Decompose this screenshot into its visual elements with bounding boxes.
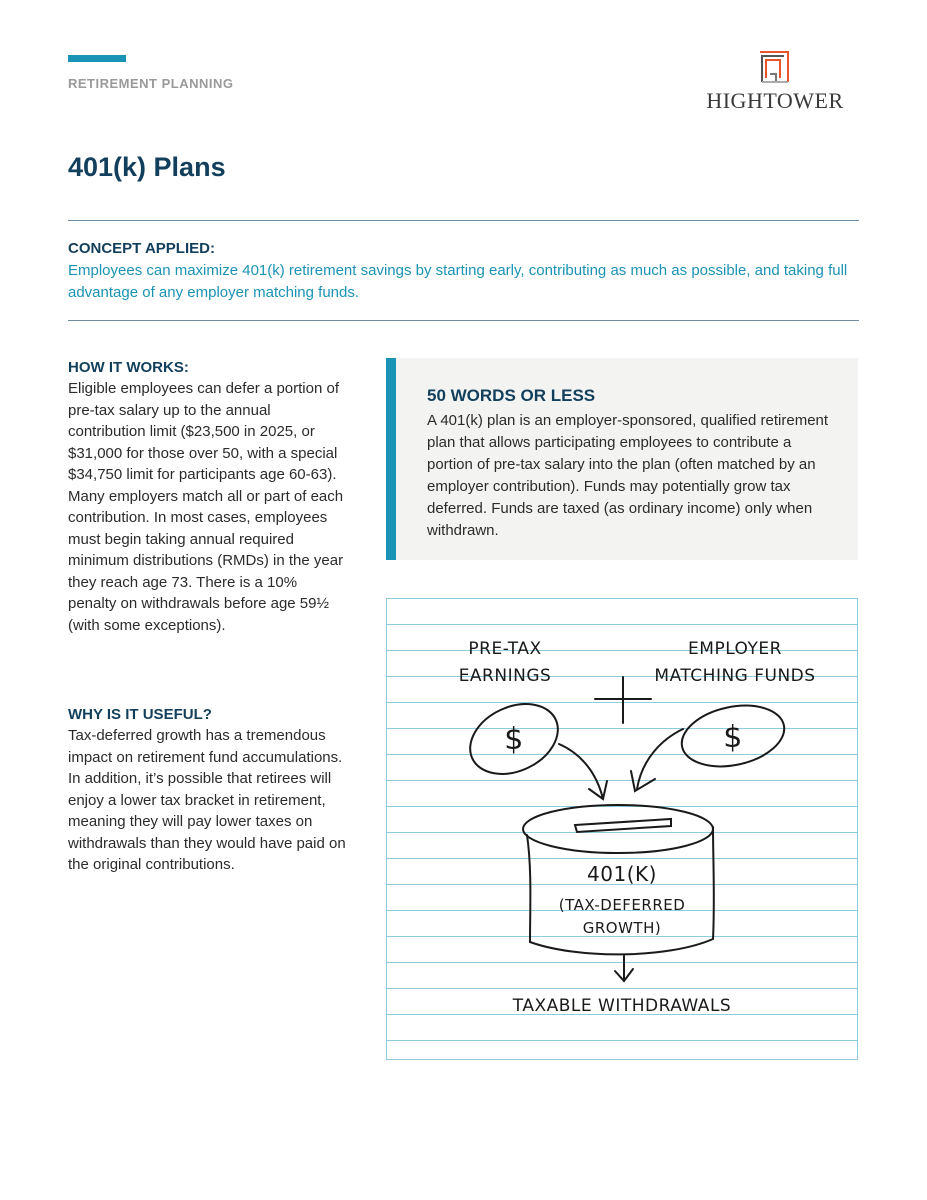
jar-label: (TAX-DEFERRED [558,896,686,914]
accent-bar [68,55,126,62]
page-title: 401(k) Plans [68,152,226,182]
jar-label: 401(K) [587,862,657,886]
summary-box [386,358,858,560]
plus-icon [595,677,651,723]
logo-mark-icon [700,48,850,88]
hightower-logo [700,48,850,114]
dollar-icon: $ [504,722,524,757]
why-useful-section [68,704,348,876]
how-it-works-heading: HOW IT WORKS: [68,359,189,376]
why-useful-text: Tax-deferred growth has a tremendous impact on retirement fund accumulations. In addition, it’s possible that retirees will enjoy a lower tax bracket in retirement, meaning they will pay lower taxes on withdrawals than they would have paid on the original contributions. [68,727,346,873]
how-it-works-text: Eligible employees can defer a portion of pre-tax salary up to the annual contribution limit ($23,500 in 2025, or $31,000 for those over 50, with a special $34,750 limit for participants age 60-63). Many employers match all or part of each contribution. In most cases, employees must begin taking annual required minimum distributions (RMDs) in the year they reach age 73. There is a 10% penalty on withdrawals before age 59½ (with some exceptions). [68,380,344,634]
pretax-label: EARNINGS [458,666,552,686]
employer-label: EMPLOYER [688,639,782,659]
arrow-right-icon [631,729,683,791]
output-label: TAXABLE WITHDRAWALS [512,996,732,1016]
how-it-works-section [68,357,348,636]
dollar-icon: $ [723,720,743,755]
arrow-down-icon [615,956,633,981]
logo-text: HIGHTOWER [706,88,844,113]
summary-text: A 401(k) plan is an employer-sponsored, qualified retirement plan that allows participating employees to contribute a portion of pre-tax salary into the plan (often matched by an employer contribution). Funds may potentially grow tax deferred. Funds are taxed (as ordinary income) only when withdrawn. [427,412,829,539]
pretax-label: PRE-TAX [468,639,542,659]
divider [68,320,859,321]
employer-label: MATCHING FUNDS [654,666,816,686]
sketch-diagram [386,598,858,1060]
divider [68,220,859,221]
summary-heading: 50 WORDS OR LESS [427,386,596,405]
summary-accent-bar [386,358,396,560]
concept-text: Employees can maximize 401(k) retirement savings by starting early, contributing as much as possible, and taking full advantage of any employer matching funds. [68,262,848,301]
category-label: RETIREMENT PLANNING [68,76,234,91]
jar-label: GROWTH) [582,919,662,937]
sketch-drawing [387,599,859,1061]
concept-heading: CONCEPT APPLIED: [68,240,215,257]
arrow-left-icon [559,744,607,799]
why-useful-heading: WHY IS IT USEFUL? [68,706,212,723]
